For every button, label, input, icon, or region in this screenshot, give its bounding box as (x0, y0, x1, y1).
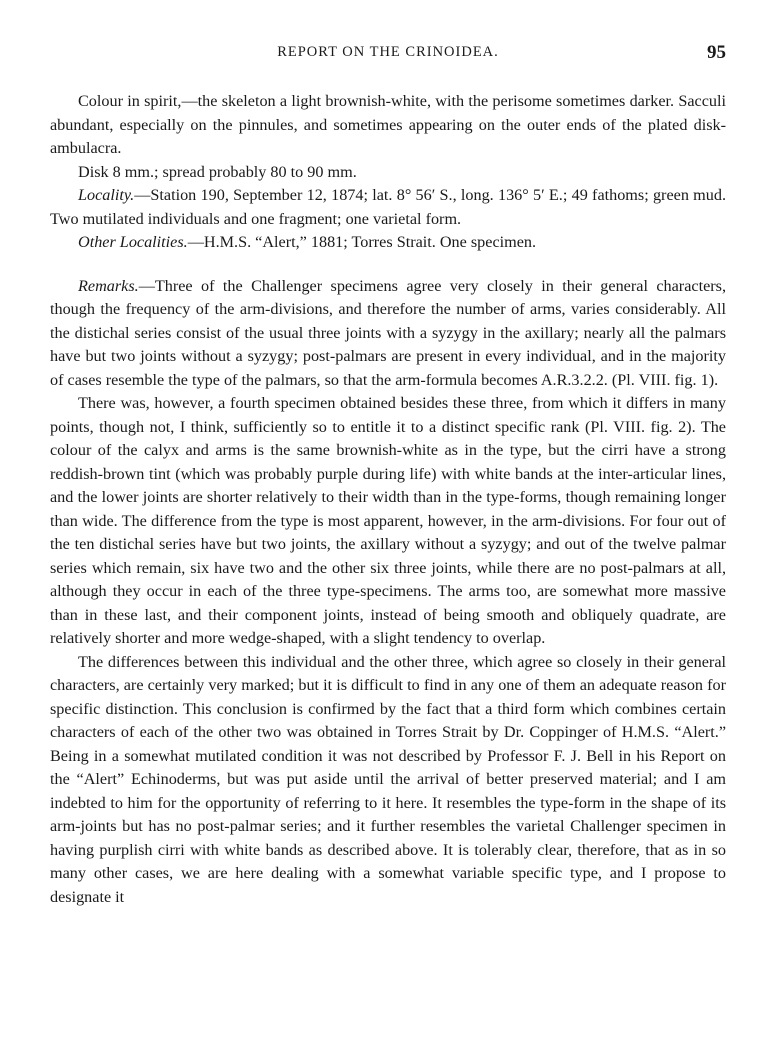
locality-paragraph (50, 184, 726, 231)
page-header (50, 42, 726, 66)
section-gap (50, 255, 726, 275)
remarks-paragraph-2: There was, however, a fourth specimen obtained besides these three, from which it differs in many points, though not, I think, sufficiently so to entitle it to a distinct specific rank (Pl. VIII. fig. 2). The colour of the calyx and arms is the same brownish-white as in the type, but the cirri have a strong reddish-brown tint (which was probably purple during life) with white bands at the inter-articular lines, and the lower joints are shorter relatively to their width than in the type-forms, though remaining longer than wide. The difference from the type is most apparent, however, in the arm-divisions. For four out of the ten distichal series have but two joints, the axillary without a syzygy; and out of the twelve palmar series which remain, six have two and the other six three joints, while there are no post-palmars at all, although they occur in each of the three type-specimens. The arms too, are somewhat more massive than in these last, and their component joints, instead of being smooth and obliquely quadrate, are relatively shorter and more wedge-shaped, with a slight tendency to overlap. (50, 394, 726, 647)
locality-label: Locality. (78, 186, 135, 204)
remarks-paragraph-3: The differences between this individual and the other three, which agree so closely in their general characters, are certainly very marked; but it is difficult to find in any one of them an adequate reason for specific distinction. This conclusion is confirmed by the fact that a third form which combines certain characters of each of the other two was obtained in Torres Strait by Dr. Coppinger of H.M.S. “Alert.” Being in a somewhat mutilated condition it was not described by Professor F. J. Bell in his Report on the “Alert” Echinoderms, but was put aside until the arrival of better preserved material; and I am indebted to him for the opportunity of referring to it here. It resembles the type-form in the shape of its arm-joints but has no post-palmar series; and it further resembles the varietal Challenger specimen in having purplish cirri with white bands as described above. It is tolerably clear, therefore, that as in so many other cases, we are here dealing with a somewhat variable specific type, and I propose to designate it (50, 652, 726, 906)
remarks-label: Remarks. (78, 276, 139, 295)
other-localities-text: —H.M.S. “Alert,” 1881; Torres Strait. One specimen. (187, 233, 537, 251)
running-title: REPORT ON THE CRINOIDEA. (277, 44, 499, 60)
remarks-paragraph-1 (50, 275, 726, 393)
page-number: 95 (707, 42, 726, 63)
page-body (50, 90, 726, 909)
remarks-text-1: —Three of the Challenger specimens agree very closely in their general characters, though the frequency of the arm-divisions, and therefore the number of arms, varies considerably. All the distichal series consist of the usual three joints with a syzygy in the axillary; nearly all the palmars have but two joints without a syzygy; post-palmars are present in every individual, and in the majority of cases resemble the type of the palmars, so that the arm-formula becomes A.R.3.2.2. (Pl. VIII. fig. 1). (50, 276, 726, 389)
other-localities-label: Other Localities. (78, 233, 188, 251)
colour-paragraph: Colour in spirit,—the skeleton a light brownish-white, with the perisome sometimes darker. Sacculi abundant, especially on the pinnules, and sometimes appearing on the outer ends of the plated disk-ambulacra. (50, 92, 726, 157)
disk-paragraph: Disk 8 mm.; spread probably 80 to 90 mm. (78, 162, 357, 181)
locality-text: —Station 190, September 12, 1874; lat. 8° 56′ S., long. 136° 5′ E.; 49 fathoms; green mud. Two mutilated individuals and one fragment; one varietal form. (50, 186, 726, 228)
other-localities-paragraph (50, 231, 726, 255)
